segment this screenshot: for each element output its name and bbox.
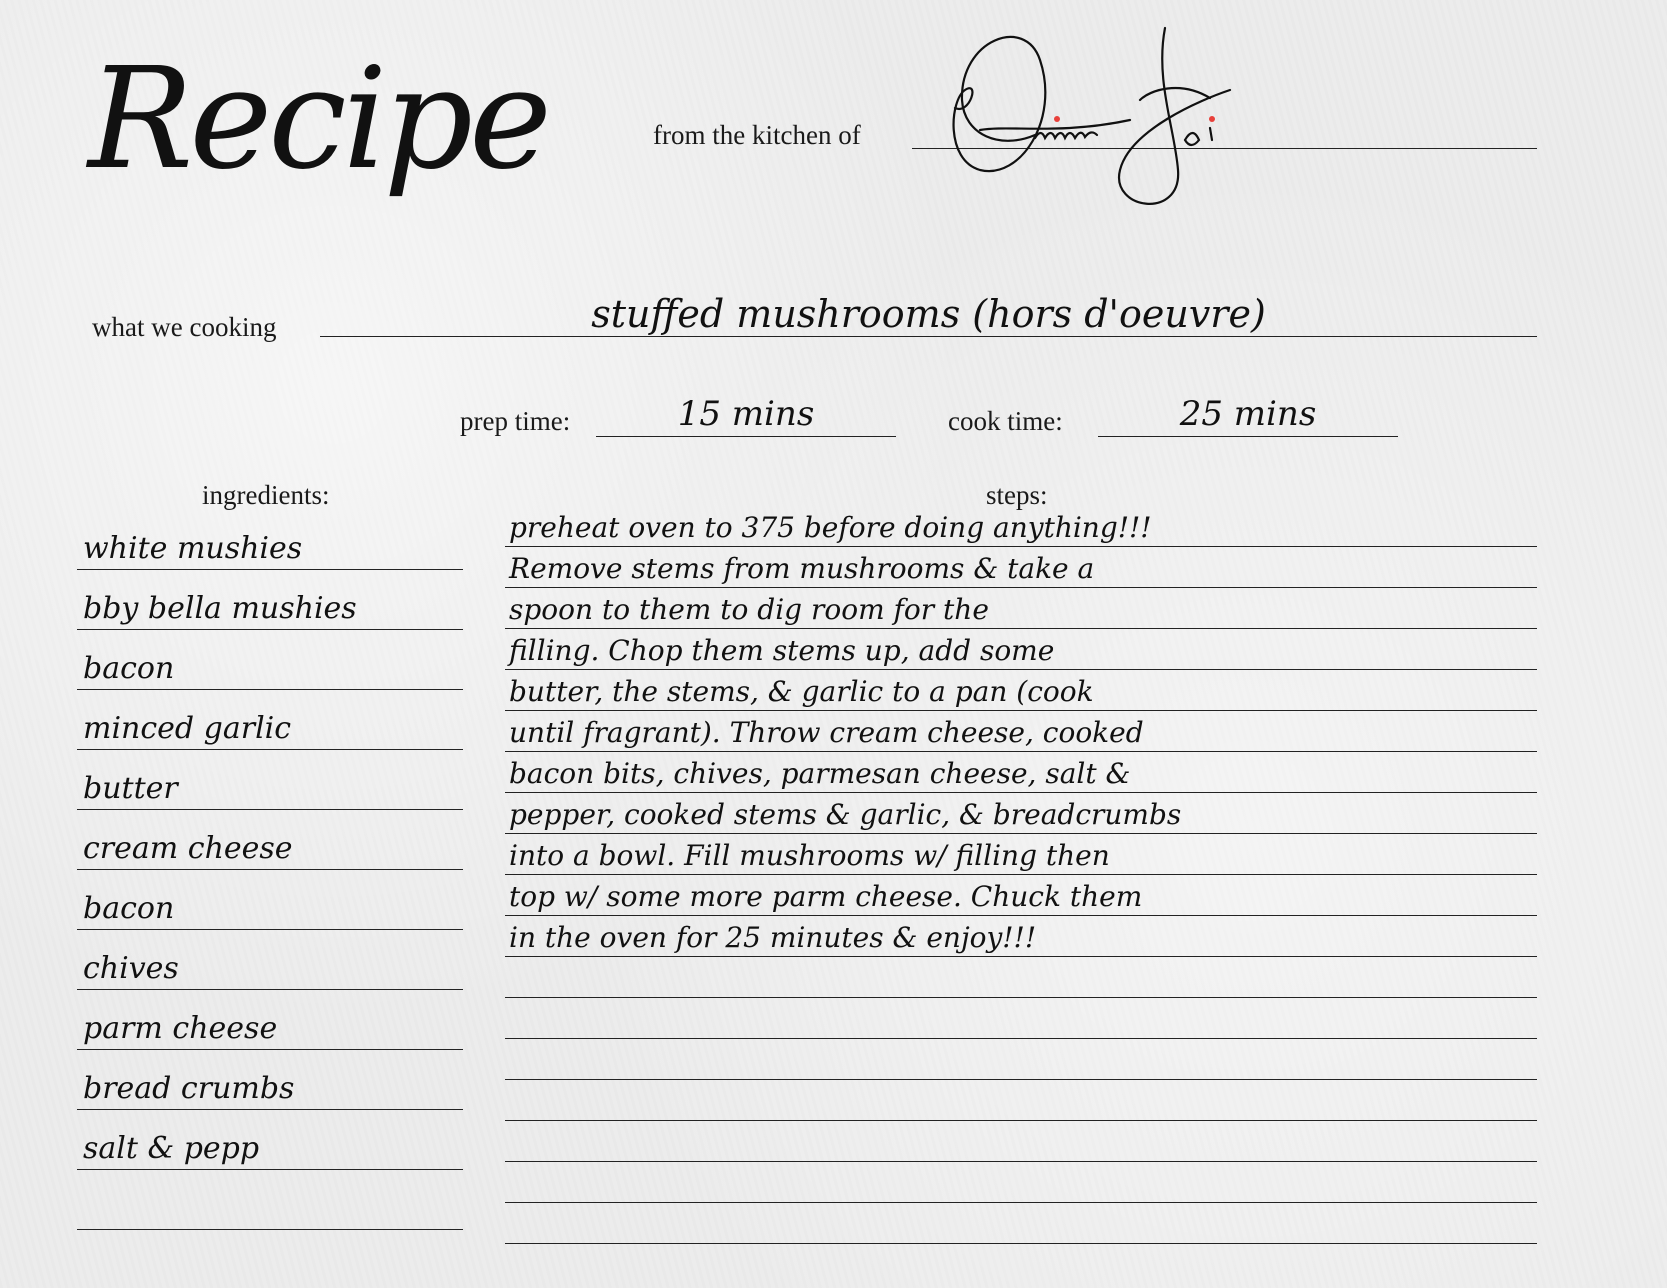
ingredient-row[interactable] — [77, 1050, 463, 1110]
dish-value: stuffed mushrooms (hors d'oeuvre) — [591, 292, 1266, 336]
prep-time-field[interactable] — [596, 392, 896, 437]
ingredient-row[interactable] — [77, 570, 463, 630]
step-text: filling. Chop them stems up, add some — [509, 634, 1055, 667]
ingredient-row[interactable] — [77, 870, 463, 930]
ingredient-text: minced garlic — [83, 711, 292, 746]
ingredient-row[interactable] — [77, 690, 463, 750]
step-line[interactable] — [505, 711, 1537, 752]
ingredient-text: bacon — [83, 651, 175, 686]
step-line[interactable] — [505, 793, 1537, 834]
ingredient-text: bread crumbs — [83, 1071, 295, 1106]
ingredient-row[interactable] — [77, 510, 463, 570]
kitchen-label: from the kitchen of — [653, 120, 861, 150]
steps-list — [505, 506, 1537, 1244]
cook-time-value: 25 mins — [1179, 394, 1317, 434]
step-line[interactable] — [505, 834, 1537, 875]
recipe-title: Recipe — [88, 38, 548, 201]
step-line[interactable] — [505, 875, 1537, 916]
dish-label: what we cooking — [92, 312, 277, 342]
step-line[interactable] — [505, 1203, 1537, 1244]
ingredient-text: chives — [83, 951, 179, 986]
step-text: Remove stems from mushrooms & take a — [509, 552, 1095, 585]
ingredient-text: bacon — [83, 891, 175, 926]
step-text: into a bowl. Fill mushrooms w/ filling then — [509, 839, 1110, 872]
ingredient-row[interactable] — [77, 1170, 463, 1230]
step-text: in the oven for 25 minutes & enjoy!!! — [509, 921, 1037, 954]
dish-field[interactable] — [320, 292, 1537, 337]
prep-time-value: 15 mins — [677, 394, 815, 434]
ingredients-header: ingredients: — [202, 480, 330, 510]
ingredient-text: parm cheese — [83, 1011, 278, 1046]
cook-time-field[interactable] — [1098, 392, 1398, 437]
step-line[interactable] — [505, 752, 1537, 793]
ingredient-row[interactable] — [77, 930, 463, 990]
ingredient-text: white mushies — [83, 531, 303, 566]
ingredient-text: salt & pepp — [83, 1131, 260, 1166]
ingredient-text: cream cheese — [83, 831, 293, 866]
step-text: butter, the stems, & garlic to a pan (cook — [509, 675, 1094, 708]
ingredients-list — [77, 510, 463, 1230]
step-text: until fragrant). Throw cream cheese, cooked — [509, 716, 1144, 749]
step-line[interactable] — [505, 1080, 1537, 1121]
step-line[interactable] — [505, 1121, 1537, 1162]
steps-header: steps: — [986, 480, 1048, 510]
step-text: bacon bits, chives, parmesan cheese, salt & — [509, 757, 1131, 790]
step-line[interactable] — [505, 629, 1537, 670]
step-line[interactable] — [505, 957, 1537, 998]
step-line[interactable] — [505, 1039, 1537, 1080]
step-line[interactable] — [505, 506, 1537, 547]
ingredient-row[interactable] — [77, 810, 463, 870]
step-line[interactable] — [505, 916, 1537, 957]
ingredient-row[interactable] — [77, 1110, 463, 1170]
step-text: pepper, cooked stems & garlic, & breadcrumbs — [509, 798, 1182, 831]
step-text: preheat oven to 375 before doing anything!!! — [509, 511, 1152, 544]
step-line[interactable] — [505, 1162, 1537, 1203]
ingredient-row[interactable] — [77, 990, 463, 1050]
step-line[interactable] — [505, 998, 1537, 1039]
signature-image — [940, 20, 1320, 220]
step-line[interactable] — [505, 670, 1537, 711]
step-text: top w/ some more parm cheese. Chuck them — [509, 880, 1143, 913]
cook-time-label: cook time: — [948, 406, 1063, 436]
ingredient-row[interactable] — [77, 750, 463, 810]
step-line[interactable] — [505, 547, 1537, 588]
ingredient-text: butter — [83, 771, 178, 806]
step-text: spoon to them to dig room for the — [509, 593, 989, 626]
ingredient-text: bby bella mushies — [83, 591, 357, 626]
step-line[interactable] — [505, 588, 1537, 629]
ingredient-row[interactable] — [77, 630, 463, 690]
prep-time-label: prep time: — [460, 406, 571, 436]
